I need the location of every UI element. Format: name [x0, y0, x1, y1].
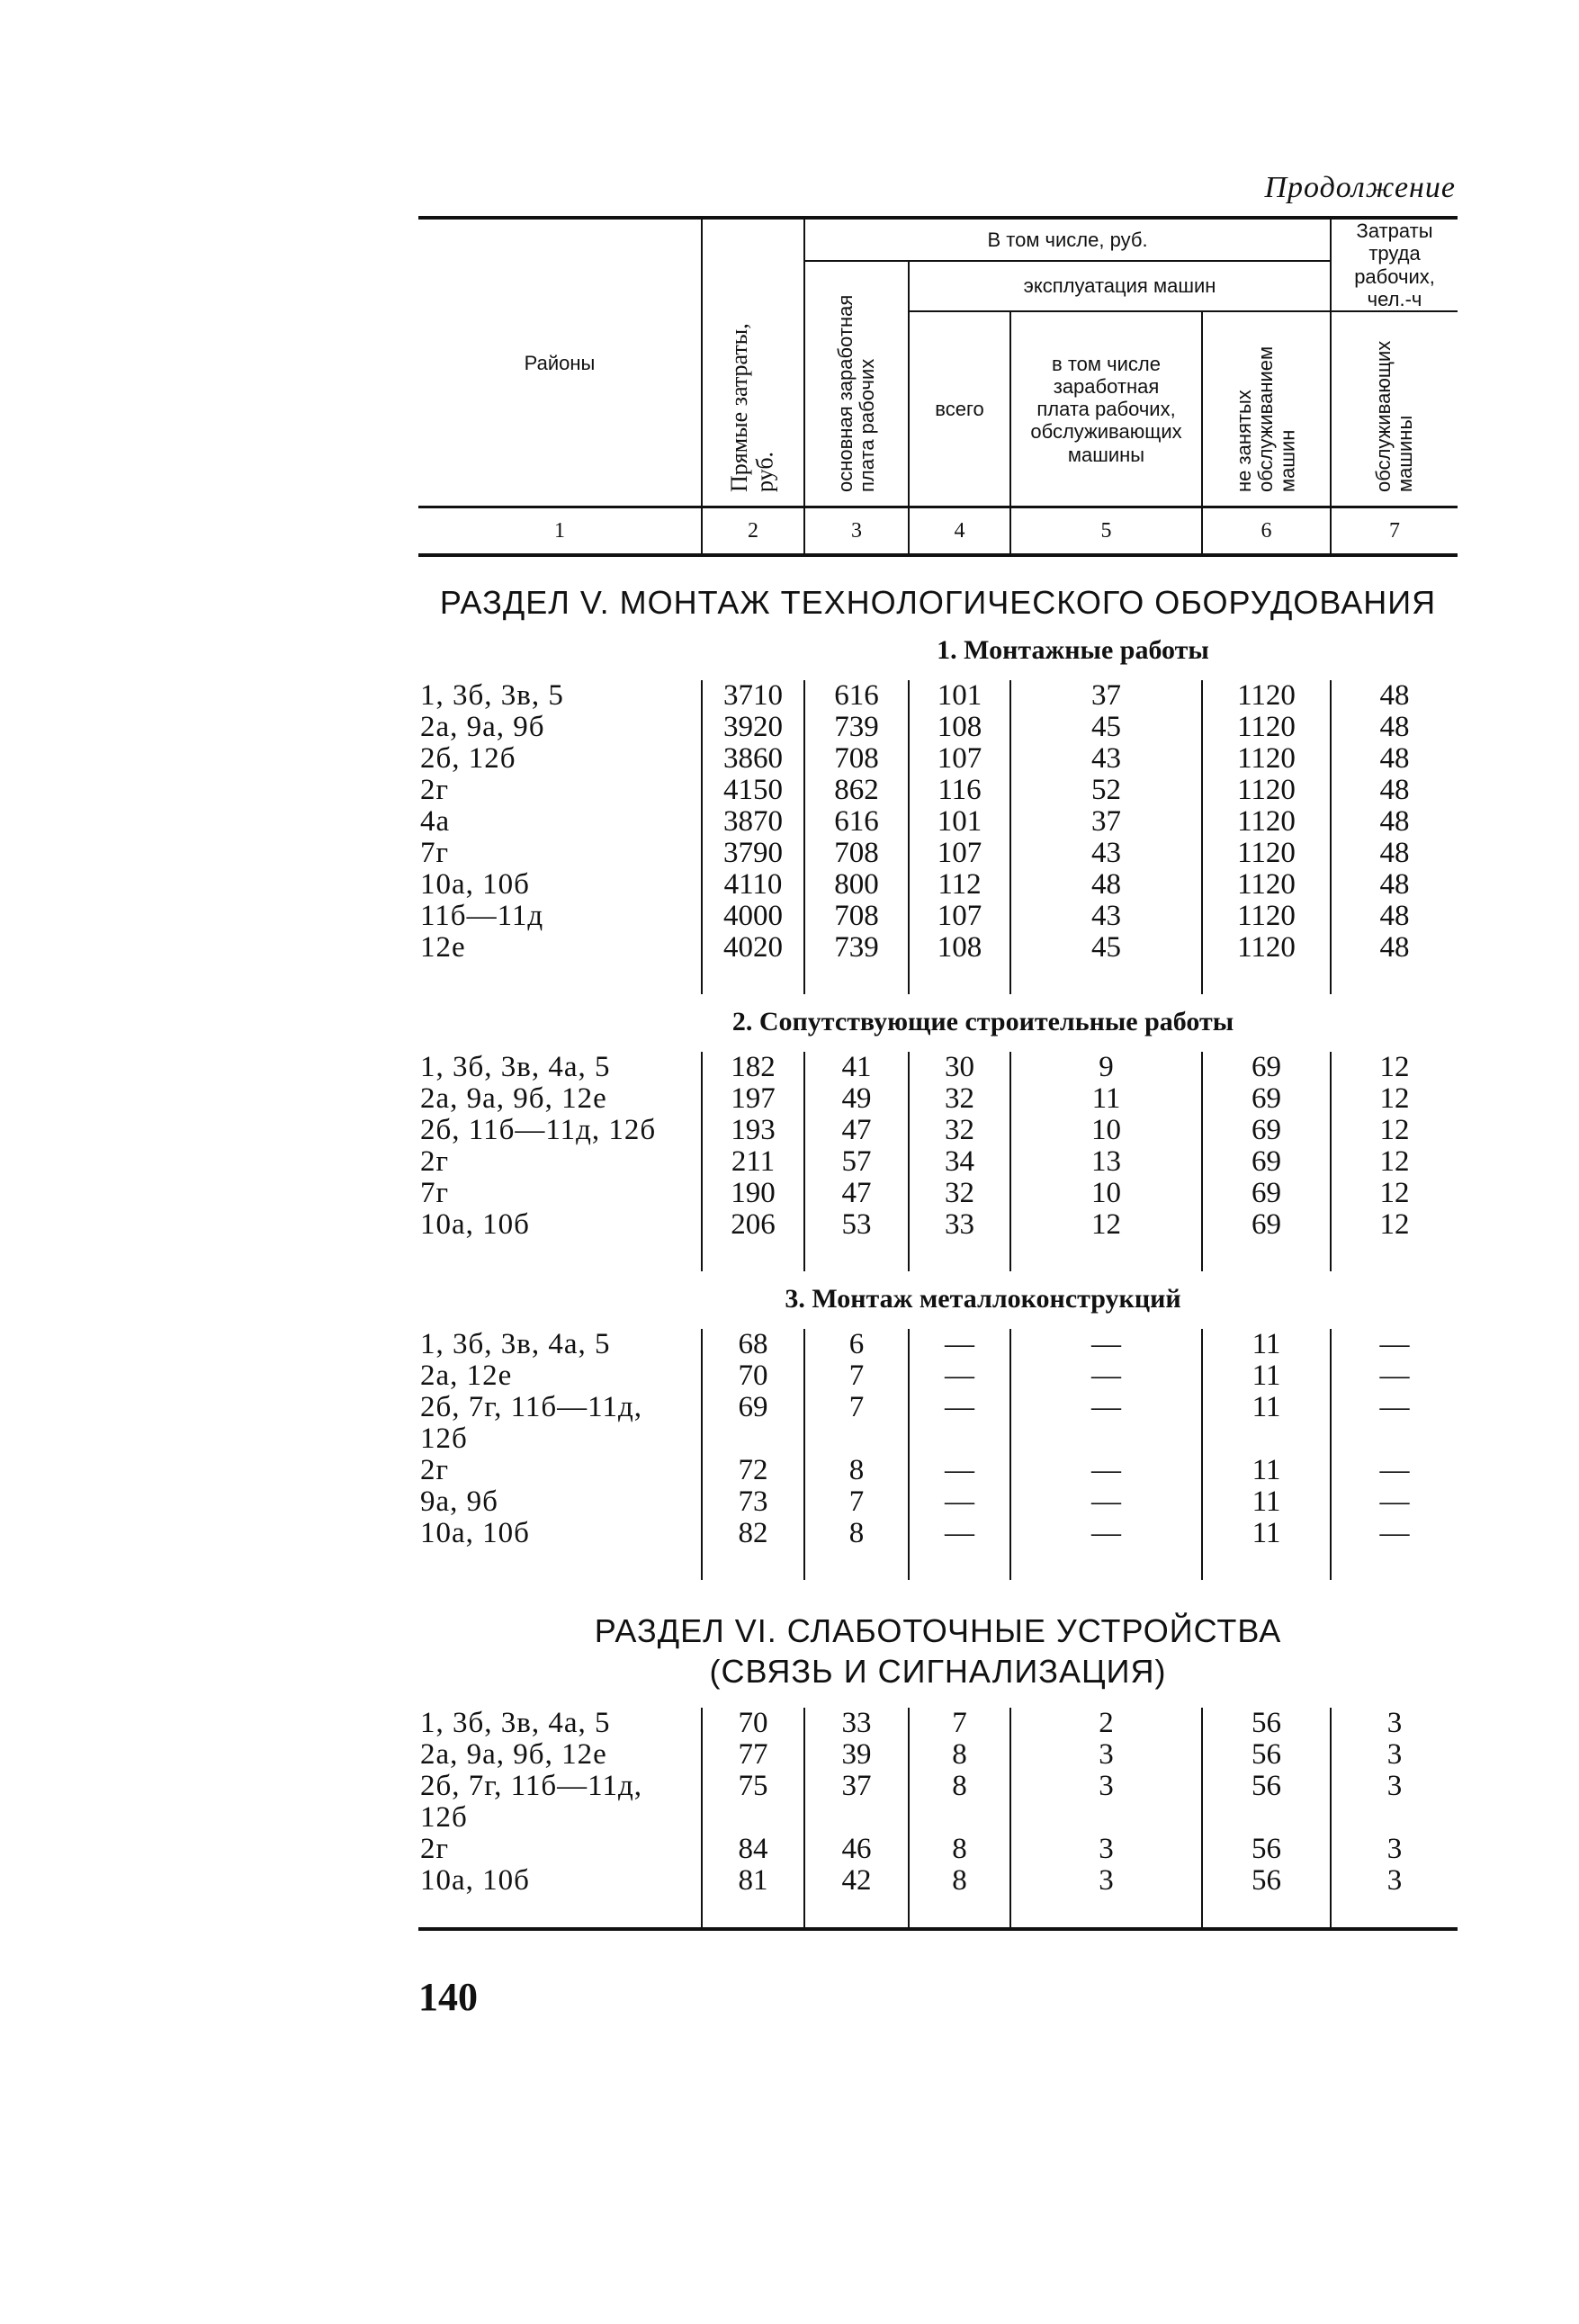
- value-cell-col4: —: [909, 1329, 1010, 1360]
- column-numbers-row: [418, 507, 1458, 556]
- value-cell-col4: [909, 1802, 1010, 1834]
- value-cell-col5: 10: [1010, 1115, 1202, 1146]
- col-num-3: 3: [804, 507, 909, 556]
- value-cell-col5: 45: [1010, 712, 1202, 743]
- region-cell: 2г: [420, 1454, 450, 1487]
- table-row: [418, 1360, 1458, 1392]
- value-cell-col5: —: [1010, 1392, 1202, 1423]
- header-direct-costs: Прямые затраты, руб.: [702, 218, 804, 507]
- value-cell-col6: 1120: [1202, 775, 1331, 806]
- value-cell-col3: 37: [804, 1771, 909, 1802]
- value-cell-col3: 6: [804, 1329, 909, 1360]
- value-cell-col5: 2: [1010, 1708, 1202, 1739]
- value-cell-col6: 1120: [1202, 838, 1331, 869]
- header-regions: Районы: [524, 351, 596, 374]
- header-total: всего: [909, 311, 1010, 507]
- section-6-title: [418, 1611, 1458, 1691]
- col-num-5: 5: [1010, 507, 1202, 556]
- region-cell: 10а, 10б: [420, 1864, 530, 1898]
- value-cell-col6: 1120: [1202, 806, 1331, 838]
- group-1-table: [418, 680, 1458, 994]
- value-cell-col3: 57: [804, 1146, 909, 1178]
- value-cell-col2: 211: [702, 1146, 804, 1178]
- table-row: [418, 1178, 1458, 1209]
- value-cell-col4: 108: [909, 712, 1010, 743]
- value-cell-col6: 69: [1202, 1146, 1331, 1178]
- value-cell-col7: 3: [1331, 1834, 1458, 1865]
- value-cell-col2: 193: [702, 1115, 804, 1146]
- header-incl-wage-operators: в том числе заработная плата рабочих, обслуживающих машины: [1010, 311, 1202, 507]
- value-cell-col4: 8: [909, 1834, 1010, 1865]
- value-cell-col2: 4020: [702, 932, 804, 964]
- value-cell-col5: [1010, 1802, 1202, 1834]
- value-cell-col5: 37: [1010, 806, 1202, 838]
- table-row: [418, 806, 1458, 838]
- value-cell-col2: 70: [702, 1708, 804, 1739]
- value-cell-col7: 48: [1331, 806, 1458, 838]
- padding-cell: [1010, 1549, 1202, 1580]
- value-cell-col5: 48: [1010, 869, 1202, 901]
- table-row: [418, 869, 1458, 901]
- table-padding-row: [418, 1241, 1458, 1271]
- region-cell: 7г: [420, 1177, 450, 1210]
- table-row: [418, 743, 1458, 775]
- value-cell-col7: 48: [1331, 712, 1458, 743]
- header-base-wage: основная заработная плата рабочих: [804, 261, 909, 507]
- value-cell-col4: 7: [909, 1708, 1010, 1739]
- col-num-1: 1: [418, 507, 702, 556]
- padding-cell: [1010, 1897, 1202, 1929]
- value-cell-col6: 69: [1202, 1052, 1331, 1083]
- padding-cell: [1202, 1241, 1331, 1271]
- table-row: [418, 1486, 1458, 1518]
- value-cell-col4: 112: [909, 869, 1010, 901]
- value-cell-col4: 33: [909, 1209, 1010, 1241]
- value-cell-col5: 3: [1010, 1771, 1202, 1802]
- table-header: [418, 216, 1458, 557]
- value-cell-col5: 3: [1010, 1865, 1202, 1897]
- value-cell-col5: 43: [1010, 743, 1202, 775]
- value-cell-col3: 7: [804, 1392, 909, 1423]
- value-cell-col7: —: [1331, 1518, 1458, 1549]
- group-2-table: [418, 1052, 1458, 1271]
- value-cell-col2: 197: [702, 1083, 804, 1115]
- value-cell-col3: 49: [804, 1083, 909, 1115]
- value-cell-col4: 101: [909, 806, 1010, 838]
- padding-cell: [909, 964, 1010, 994]
- table-row: [418, 1083, 1458, 1115]
- value-cell-col3: 8: [804, 1518, 909, 1549]
- table-row: [418, 1708, 1458, 1739]
- region-cell: 2а, 9а, 9б, 12е: [420, 1082, 607, 1116]
- value-cell-col2: 77: [702, 1739, 804, 1771]
- region-cell: 12б: [420, 1801, 468, 1835]
- col-num-2: 2: [702, 507, 804, 556]
- table-row: [418, 1455, 1458, 1486]
- value-cell-col3: 7: [804, 1486, 909, 1518]
- region-cell: 1, 3б, 3в, 4а, 5: [420, 1051, 611, 1084]
- value-cell-col7: 48: [1331, 743, 1458, 775]
- value-cell-col6: 1120: [1202, 743, 1331, 775]
- value-cell-col3: [804, 1802, 909, 1834]
- group-1-title: 1. Монтажные работы: [937, 635, 1209, 666]
- value-cell-col3: 739: [804, 932, 909, 964]
- value-cell-col7: —: [1331, 1392, 1458, 1423]
- value-cell-col2: 206: [702, 1209, 804, 1241]
- page-number: 140: [418, 1975, 478, 2020]
- value-cell-col6: 69: [1202, 1209, 1331, 1241]
- value-cell-col3: 53: [804, 1209, 909, 1241]
- value-cell-col5: 37: [1010, 680, 1202, 712]
- table-row: [418, 775, 1458, 806]
- value-cell-col6: [1202, 1423, 1331, 1455]
- document-page: [418, 171, 1458, 2020]
- table-row: [418, 932, 1458, 964]
- value-cell-col5: 12: [1010, 1209, 1202, 1241]
- value-cell-col4: [909, 1423, 1010, 1455]
- value-cell-col3: 616: [804, 806, 909, 838]
- region-cell: 2б, 7г, 11б—11д,: [420, 1391, 642, 1424]
- value-cell-col7: 3: [1331, 1865, 1458, 1897]
- region-cell: 2а, 9а, 9б, 12е: [420, 1738, 607, 1772]
- value-cell-col6: [1202, 1802, 1331, 1834]
- value-cell-col6: 69: [1202, 1178, 1331, 1209]
- value-cell-col6: 11: [1202, 1455, 1331, 1486]
- region-cell: 12е: [420, 931, 466, 965]
- value-cell-col3: 47: [804, 1115, 909, 1146]
- value-cell-col3: 616: [804, 680, 909, 712]
- value-cell-col3: 739: [804, 712, 909, 743]
- value-cell-col2: 4110: [702, 869, 804, 901]
- value-cell-col2: 84: [702, 1834, 804, 1865]
- region-cell: 2г: [420, 1145, 450, 1179]
- region-cell: 1, 3б, 3в, 5: [420, 679, 564, 713]
- region-cell: 2а, 9а, 9б: [420, 711, 545, 744]
- value-cell-col4: 101: [909, 680, 1010, 712]
- value-cell-col5: 13: [1010, 1146, 1202, 1178]
- value-cell-col3: 39: [804, 1739, 909, 1771]
- value-cell-col3: 8: [804, 1455, 909, 1486]
- value-cell-col4: 32: [909, 1083, 1010, 1115]
- value-cell-col3: 800: [804, 869, 909, 901]
- value-cell-col2: 3870: [702, 806, 804, 838]
- header-not-busy-machines: не занятых обслуживанием машин: [1202, 311, 1331, 507]
- value-cell-col3: 708: [804, 901, 909, 932]
- value-cell-col2: 4150: [702, 775, 804, 806]
- table-padding-row: [418, 964, 1458, 994]
- value-cell-col2: [702, 1423, 804, 1455]
- region-cell: 2б, 7г, 11б—11д,: [420, 1770, 642, 1803]
- table-padding-row: [418, 1549, 1458, 1580]
- value-cell-col2: 182: [702, 1052, 804, 1083]
- region-cell: 1, 3б, 3в, 4а, 5: [420, 1328, 611, 1361]
- value-cell-col4: 116: [909, 775, 1010, 806]
- value-cell-col4: —: [909, 1486, 1010, 1518]
- region-cell: 2б, 11б—11д, 12б: [420, 1114, 657, 1147]
- region-cell: 10а, 10б: [420, 868, 530, 902]
- value-cell-col7: —: [1331, 1455, 1458, 1486]
- value-cell-col5: 3: [1010, 1834, 1202, 1865]
- padding-cell: [702, 1549, 804, 1580]
- value-cell-col5: —: [1010, 1518, 1202, 1549]
- header-labor-costs: Затраты труда рабочих, чел.-ч: [1331, 218, 1458, 311]
- value-cell-col6: 11: [1202, 1518, 1331, 1549]
- table-row: [418, 1329, 1458, 1360]
- region-cell: 10а, 10б: [420, 1517, 530, 1550]
- value-cell-col7: —: [1331, 1329, 1458, 1360]
- value-cell-col3: 708: [804, 743, 909, 775]
- padding-cell: [1331, 1549, 1458, 1580]
- col-num-7: 7: [1331, 507, 1458, 556]
- value-cell-col4: 8: [909, 1865, 1010, 1897]
- value-cell-col5: —: [1010, 1455, 1202, 1486]
- value-cell-col7: 12: [1331, 1083, 1458, 1115]
- padding-cell: [909, 1241, 1010, 1271]
- col-num-6: 6: [1202, 507, 1331, 556]
- value-cell-col6: 11: [1202, 1360, 1331, 1392]
- table-row: [418, 1739, 1458, 1771]
- table-row: [418, 838, 1458, 869]
- value-cell-col4: 107: [909, 743, 1010, 775]
- value-cell-col4: 8: [909, 1771, 1010, 1802]
- value-cell-col2: 3710: [702, 680, 804, 712]
- table-row: [418, 712, 1458, 743]
- value-cell-col3: 7: [804, 1360, 909, 1392]
- value-cell-col7: 12: [1331, 1209, 1458, 1241]
- value-cell-col2: 4000: [702, 901, 804, 932]
- padding-cell: [418, 964, 702, 994]
- padding-cell: [1331, 964, 1458, 994]
- padding-cell: [418, 1241, 702, 1271]
- value-cell-col4: 32: [909, 1178, 1010, 1209]
- value-cell-col3: [804, 1423, 909, 1455]
- section-6-title-line1: РАЗДЕЛ VI. СЛАБОТОЧНЫЕ УСТРОЙСТВА: [594, 1612, 1282, 1650]
- value-cell-col4: 30: [909, 1052, 1010, 1083]
- col-num-4: 4: [909, 507, 1010, 556]
- group-2-title: 2. Сопутствующие строительные работы: [731, 1007, 1234, 1037]
- value-cell-col7: 48: [1331, 680, 1458, 712]
- region-cell: 12б: [420, 1422, 468, 1456]
- padding-cell: [909, 1897, 1010, 1929]
- value-cell-col2: 82: [702, 1518, 804, 1549]
- value-cell-col7: 48: [1331, 838, 1458, 869]
- value-cell-col5: 10: [1010, 1178, 1202, 1209]
- value-cell-col6: 1120: [1202, 932, 1331, 964]
- padding-cell: [1202, 1897, 1331, 1929]
- value-cell-col5: 9: [1010, 1052, 1202, 1083]
- padding-cell: [804, 1549, 909, 1580]
- table-row: [418, 1865, 1458, 1897]
- value-cell-col7: 12: [1331, 1052, 1458, 1083]
- value-cell-col2: 69: [702, 1392, 804, 1423]
- header-machine-operation: эксплуатация машин: [909, 261, 1331, 311]
- value-cell-col6: 1120: [1202, 680, 1331, 712]
- padding-cell: [804, 1241, 909, 1271]
- table-row: [418, 1115, 1458, 1146]
- table-row: [418, 1518, 1458, 1549]
- value-cell-col7: 12: [1331, 1115, 1458, 1146]
- value-cell-col2: 72: [702, 1455, 804, 1486]
- table-row: [418, 1052, 1458, 1083]
- value-cell-col2: 81: [702, 1865, 804, 1897]
- value-cell-col7: 3: [1331, 1771, 1458, 1802]
- table-row: [418, 1802, 1458, 1834]
- value-cell-col2: 68: [702, 1329, 804, 1360]
- padding-cell: [1202, 964, 1331, 994]
- padding-cell: [702, 1241, 804, 1271]
- region-cell: 2б, 12б: [420, 742, 516, 776]
- value-cell-col7: —: [1331, 1360, 1458, 1392]
- value-cell-col5: —: [1010, 1329, 1202, 1360]
- value-cell-col5: 52: [1010, 775, 1202, 806]
- value-cell-col4: 8: [909, 1739, 1010, 1771]
- continuation-label: Продолжение: [1264, 171, 1456, 204]
- value-cell-col6: 1120: [1202, 901, 1331, 932]
- padding-cell: [1331, 1241, 1458, 1271]
- value-cell-col7: [1331, 1802, 1458, 1834]
- value-cell-col5: 45: [1010, 932, 1202, 964]
- value-cell-col6: 56: [1202, 1865, 1331, 1897]
- padding-cell: [1010, 964, 1202, 994]
- region-cell: 2г: [420, 1833, 450, 1866]
- value-cell-col6: 69: [1202, 1115, 1331, 1146]
- section-6-title-line2: (СВЯЗЬ И СИГНАЛИЗАЦИЯ): [709, 1653, 1167, 1691]
- padding-cell: [702, 1897, 804, 1929]
- value-cell-col3: 42: [804, 1865, 909, 1897]
- value-cell-col2: 75: [702, 1771, 804, 1802]
- value-cell-col4: 107: [909, 901, 1010, 932]
- value-cell-col7: [1331, 1423, 1458, 1455]
- table-row: [418, 680, 1458, 712]
- padding-cell: [702, 964, 804, 994]
- padding-cell: [1010, 1241, 1202, 1271]
- value-cell-col6: 11: [1202, 1329, 1331, 1360]
- value-cell-col3: 33: [804, 1708, 909, 1739]
- header-incl-rub: В том числе, руб.: [804, 218, 1331, 261]
- value-cell-col4: —: [909, 1455, 1010, 1486]
- padding-cell: [1331, 1897, 1458, 1929]
- region-cell: 4а: [420, 805, 451, 839]
- value-cell-col2: 73: [702, 1486, 804, 1518]
- table-row: [418, 1771, 1458, 1802]
- value-cell-col3: 708: [804, 838, 909, 869]
- table-row: [418, 901, 1458, 932]
- padding-cell: [804, 1897, 909, 1929]
- group-3-table: [418, 1329, 1458, 1580]
- section-6-table: [418, 1708, 1458, 1931]
- header-serving-machines: обслуживающих машины: [1331, 311, 1458, 507]
- section-5-title: РАЗДЕЛ V. МОНТАЖ ТЕХНОЛОГИЧЕСКОГО ОБОРУДОВАНИЯ: [439, 584, 1437, 622]
- value-cell-col5: 43: [1010, 838, 1202, 869]
- value-cell-col5: —: [1010, 1360, 1202, 1392]
- value-cell-col3: 862: [804, 775, 909, 806]
- value-cell-col7: 12: [1331, 1146, 1458, 1178]
- value-cell-col2: 3790: [702, 838, 804, 869]
- value-cell-col6: 11: [1202, 1392, 1331, 1423]
- region-cell: 1, 3б, 3в, 4а, 5: [420, 1707, 611, 1740]
- value-cell-col2: [702, 1802, 804, 1834]
- value-cell-col2: 3920: [702, 712, 804, 743]
- value-cell-col4: —: [909, 1392, 1010, 1423]
- value-cell-col2: 70: [702, 1360, 804, 1392]
- value-cell-col7: 48: [1331, 932, 1458, 964]
- value-cell-col6: 1120: [1202, 712, 1331, 743]
- value-cell-col5: 3: [1010, 1739, 1202, 1771]
- padding-cell: [1202, 1549, 1331, 1580]
- region-cell: 10а, 10б: [420, 1208, 530, 1242]
- value-cell-col5: [1010, 1423, 1202, 1455]
- value-cell-col6: 69: [1202, 1083, 1331, 1115]
- table-row: [418, 1209, 1458, 1241]
- value-cell-col7: 48: [1331, 775, 1458, 806]
- value-cell-col4: 34: [909, 1146, 1010, 1178]
- table-row: [418, 1392, 1458, 1423]
- value-cell-col3: 47: [804, 1178, 909, 1209]
- value-cell-col6: 11: [1202, 1486, 1331, 1518]
- value-cell-col7: 3: [1331, 1708, 1458, 1739]
- table-row: [418, 1146, 1458, 1178]
- value-cell-col3: 41: [804, 1052, 909, 1083]
- group-3-title: 3. Монтаж металлоконструкций: [785, 1284, 1181, 1315]
- value-cell-col5: 43: [1010, 901, 1202, 932]
- value-cell-col7: 48: [1331, 901, 1458, 932]
- value-cell-col6: 56: [1202, 1739, 1331, 1771]
- value-cell-col6: 56: [1202, 1834, 1331, 1865]
- region-cell: 11б—11д: [420, 900, 544, 933]
- value-cell-col5: 11: [1010, 1083, 1202, 1115]
- value-cell-col6: 56: [1202, 1708, 1331, 1739]
- value-cell-col6: 56: [1202, 1771, 1331, 1802]
- value-cell-col3: 46: [804, 1834, 909, 1865]
- table-row: [418, 1423, 1458, 1455]
- value-cell-col2: 190: [702, 1178, 804, 1209]
- padding-cell: [804, 964, 909, 994]
- value-cell-col5: —: [1010, 1486, 1202, 1518]
- value-cell-col4: 108: [909, 932, 1010, 964]
- value-cell-col7: 48: [1331, 869, 1458, 901]
- region-cell: 2а, 12е: [420, 1359, 513, 1393]
- value-cell-col6: 1120: [1202, 869, 1331, 901]
- value-cell-col7: 3: [1331, 1739, 1458, 1771]
- value-cell-col7: —: [1331, 1486, 1458, 1518]
- table-padding-row: [418, 1897, 1458, 1929]
- value-cell-col4: —: [909, 1360, 1010, 1392]
- padding-cell: [909, 1549, 1010, 1580]
- value-cell-col2: 3860: [702, 743, 804, 775]
- region-cell: 7г: [420, 837, 450, 870]
- padding-cell: [418, 1897, 702, 1929]
- table-row: [418, 1834, 1458, 1865]
- value-cell-col4: 107: [909, 838, 1010, 869]
- region-cell: 2г: [420, 774, 450, 807]
- value-cell-col7: 12: [1331, 1178, 1458, 1209]
- padding-cell: [418, 1549, 702, 1580]
- region-cell: 9а, 9б: [420, 1485, 498, 1519]
- value-cell-col4: —: [909, 1518, 1010, 1549]
- value-cell-col4: 32: [909, 1115, 1010, 1146]
